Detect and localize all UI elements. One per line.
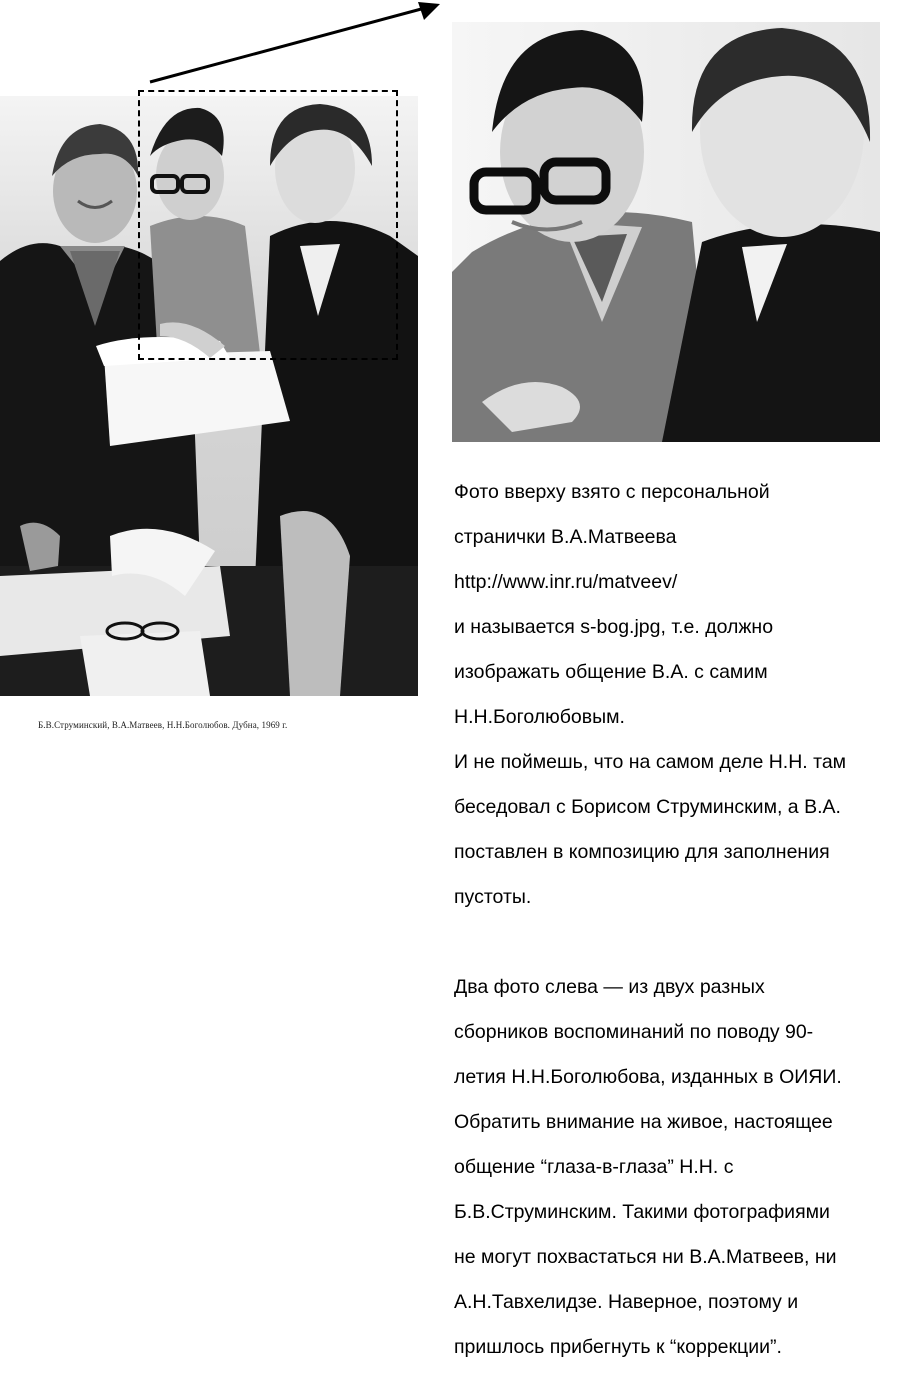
text-line: общение “глаза-в-глаза” Н.Н. с	[454, 1155, 734, 1178]
text-line: не могут похвастаться ни В.А.Матвеев, ни	[454, 1245, 837, 1268]
text-line: беседовал с Борисом Струминским, а В.А.	[454, 795, 841, 818]
text-line: пустоты.	[454, 885, 532, 908]
text-line: Два фото слева — из двух разных	[454, 975, 765, 998]
text-line: поставлен в композицию для заполнения	[454, 840, 830, 863]
zoomed-photograph	[452, 22, 880, 442]
text-line: Фото вверху взято с персональной	[454, 480, 770, 503]
text-line: Обратить внимание на живое, настоящее	[454, 1110, 833, 1133]
text-line: и называется s-bog.jpg, т.е. должно	[454, 615, 774, 638]
zoomed-photo-illustration	[452, 22, 880, 442]
photo-caption: Б.В.Струминский, В.А.Матвеев, Н.Н.Боголюбов. Дубна, 1969 г.	[38, 720, 288, 730]
text-line: странички В.А.Матвеева	[454, 525, 677, 548]
text-line: Н.Н.Боголюбовым.	[454, 705, 625, 728]
text-line: летия Н.Н.Боголюбова, изданных в ОИЯИ.	[454, 1065, 842, 1088]
commentary-text	[454, 458, 900, 1381]
text-line: А.Н.Тавхелидзе. Наверное, поэтому и	[454, 1290, 799, 1313]
paragraph-gap	[454, 931, 900, 954]
crop-region-outline	[138, 90, 398, 360]
text-line: Б.В.Струминским. Такими фотографиями	[454, 1200, 830, 1223]
text-line: сборников воспоминаний по поводу 90-	[454, 1020, 814, 1043]
text-line: И не поймешь, что на самом деле Н.Н. там	[454, 750, 847, 773]
text-line-url: http://www.inr.ru/matveev/	[454, 570, 678, 593]
text-line: пришлось прибегнуть к “коррекции”.	[454, 1335, 782, 1358]
text-line: изображать общение В.А. с самим	[454, 660, 768, 683]
